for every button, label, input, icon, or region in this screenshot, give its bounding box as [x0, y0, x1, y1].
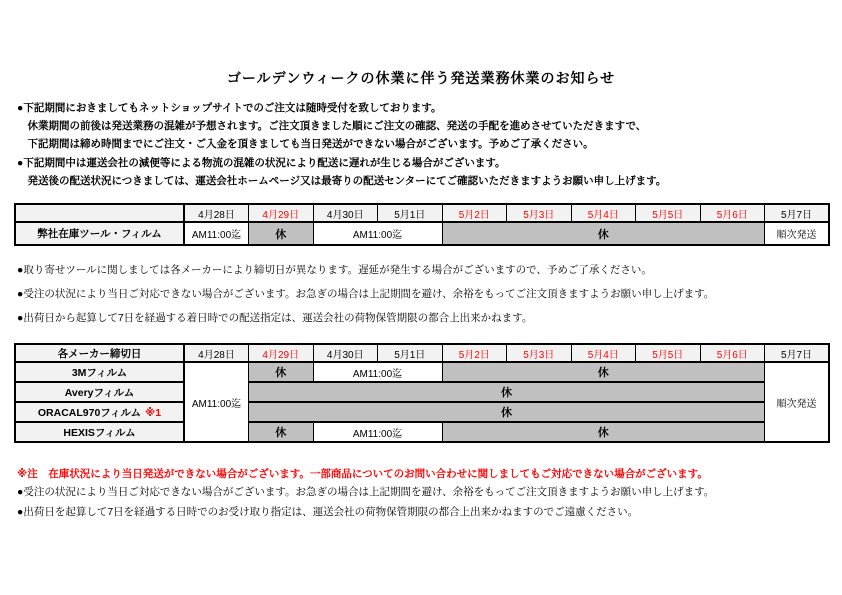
intro-line: ●下記期間中は運送会社の減便等による物流の混雑の状況により配送に遅れが生じる場合がございます。 — [17, 157, 506, 169]
stock-schedule-table — [14, 203, 830, 246]
date-header-holiday: 5月4日 — [571, 204, 636, 222]
table-header-row — [15, 204, 829, 222]
date-header-holiday: 5月5日 — [636, 204, 701, 222]
table-row-stock — [15, 222, 829, 245]
cell-deadline: AM11:00迄 — [313, 222, 442, 245]
cell-closed: 休 — [442, 422, 765, 442]
note-line: ●受注の状況により当日ご対応できない場合がございます。お急ぎの場合は上記期間を避け、余裕をもってご注文頂きますようお願い申し上げます。 — [17, 288, 715, 300]
intro-paragraph-delivery-delay — [17, 154, 666, 190]
date-header: 5月7日 — [765, 204, 830, 222]
intro-line: ●下記期間におきましてもネットショップサイトでのご注文は随時受付を致しております。 — [17, 102, 442, 114]
cell-closed: 休 — [249, 402, 765, 422]
cell-sequential-shipping: 順次発送 — [765, 362, 830, 442]
mid-notes — [17, 258, 714, 330]
row-label-stock: 弊社在庫ツール・フィルム — [15, 222, 184, 245]
maker-header-label: 各メーカー締切日 — [15, 344, 184, 362]
date-header: 4月30日 — [313, 204, 378, 222]
stock-warning-note: ※注 在庫状況により当日発送ができない場合がございます。一部商品についてのお問い合わせに関しましてもご対応できない場合がございます。 — [17, 468, 708, 480]
intro-line: 休業期間の前後は発送業務の混雑が予想されます。ご注文頂きました順にご注文の確認、発送の手配を進めさせていただきますで、 — [17, 120, 647, 132]
cell-closed: 休 — [442, 362, 765, 382]
date-header: 4月28日 — [184, 204, 249, 222]
intro-paragraph-order-acceptance — [17, 99, 646, 153]
cell-closed: 休 — [249, 222, 314, 245]
cell-deadline: AM11:00迄 — [184, 222, 249, 245]
cell-closed: 休 — [249, 382, 765, 402]
table-row-3m — [15, 362, 829, 382]
date-header: 4月30日 — [313, 344, 378, 362]
date-header-holiday: 5月5日 — [636, 344, 701, 362]
date-header: 5月1日 — [378, 204, 443, 222]
table-header-row — [15, 344, 829, 362]
date-header-holiday: 5月6日 — [700, 204, 765, 222]
intro-line: 下記期間は締め時間までにご注文・ご入金を頂きましても当日発送ができない場合がございます。予めご了承ください。 — [17, 138, 594, 150]
date-header-holiday: 5月3日 — [507, 344, 572, 362]
date-header-holiday: 5月3日 — [507, 204, 572, 222]
maker-schedule-table — [14, 343, 830, 443]
row-label-note: ※1 — [145, 406, 162, 419]
date-header-holiday: 4月29日 — [249, 344, 314, 362]
date-header: 5月1日 — [378, 344, 443, 362]
row-label-avery: Averyフィルム — [15, 382, 184, 402]
corner-cell — [15, 204, 184, 222]
cell-deadline: AM11:00迄 — [184, 362, 249, 442]
cell-sequential-shipping: 順次発送 — [765, 222, 830, 245]
row-label-text: ORACAL970フィルム — [37, 406, 142, 419]
table-row-hexis — [15, 422, 829, 442]
row-label-3m: 3Mフィルム — [15, 362, 184, 382]
row-label-hexis: HEXISフィルム — [15, 422, 184, 442]
date-header-holiday: 5月4日 — [571, 344, 636, 362]
note-line: ●取り寄せツールに関しましては各メーカーにより締切日が異なります。遅延が発生する場合がございますので、予めご了承ください。 — [17, 264, 652, 276]
row-label-oracal — [15, 402, 184, 422]
cell-closed: 休 — [442, 222, 765, 245]
cell-deadline: AM11:00迄 — [313, 422, 442, 442]
note-line: ●受注の状況により当日ご対応できない場合がございます。お急ぎの場合は上記期間を避け、余裕をもってご注文頂きますようお願い申し上げます。 — [17, 486, 715, 498]
bottom-notes — [17, 482, 714, 522]
table-row-avery — [15, 382, 829, 402]
cell-closed: 休 — [249, 362, 314, 382]
page-title: ゴールデンウィークの休業に伴う発送業務休業のお知らせ — [226, 70, 616, 86]
note-line: ●出荷日を起算して7日を経過する日時でのお受け取り指定は、運送会社の荷物保管期限の都合上出来かねますのでご遠慮ください。 — [17, 506, 639, 518]
intro-line: 発送後の配送状況につきましては、運送会社ホームページ又は最寄りの配送センターにてご確認いただきますようお願い申し上げます。 — [17, 175, 667, 187]
cell-closed: 休 — [249, 422, 314, 442]
date-header-holiday: 5月6日 — [700, 344, 765, 362]
date-header-holiday: 4月29日 — [249, 204, 314, 222]
date-header: 4月28日 — [184, 344, 249, 362]
date-header-holiday: 5月2日 — [442, 344, 507, 362]
note-line: ●出荷日から起算して7日を経過する着日時での配送指定は、運送会社の荷物保管期限の都合上出来かねます。 — [17, 312, 533, 324]
cell-deadline: AM11:00迄 — [313, 362, 442, 382]
date-header: 5月7日 — [765, 344, 830, 362]
table-row-oracal — [15, 402, 829, 422]
date-header-holiday: 5月2日 — [442, 204, 507, 222]
